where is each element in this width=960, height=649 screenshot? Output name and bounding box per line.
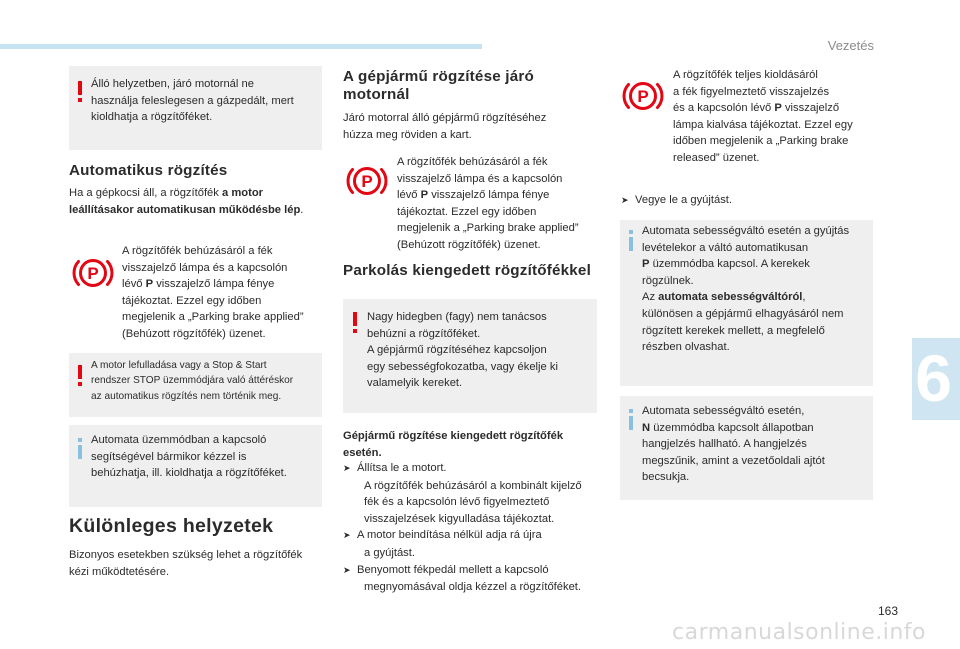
ignition-off-step [621, 192, 732, 210]
warning-text: A motor lefulladása vagy a Stop & Start rendszer STOP üzemmódjára való áttéréskor az automatikus rögzítés nem történik meg. [91, 360, 294, 402]
parking-applied-text: A rögzítőfék behúzásáról a fék visszajelző lámpa és a kapcsolón lévő P visszajelző lámpa fénye tájékoztat. Ezzel egy időben megjelenik a „Parking brake applied” (Behúzott rögzítőfék) üzenet. [122, 245, 304, 340]
parking-brake-icon [70, 250, 116, 296]
heading-running-engine: A gépjármű rögzítése járó motornál [343, 68, 534, 103]
warning-box-accelerator [69, 66, 322, 150]
parking-brake-icon [344, 158, 390, 204]
special-situations-text: Bizonyos esetekben szükség lehet a rögzítőfék kézi működtetésére. [69, 549, 303, 578]
arrow-bullet-icon: ➤ [343, 464, 351, 474]
info-text: Automata üzemmódban a kapcsoló segítségével bármikor kézzel is behúzhatja, ill. kioldhatja a rögzítőféket. [91, 434, 287, 480]
list-item: ➤ Benyomott fékpedál mellett a kapcsoló [343, 562, 582, 580]
arrow-bullet-icon: ➤ [343, 531, 351, 542]
running-engine-intro: Járó motorral álló gépjármű rögzítéséhez húzza meg röviden a kart. [343, 112, 547, 141]
arrow-bullet-icon: ➤ [343, 565, 351, 576]
parking-applied-text: A rögzítőfék behúzásáról a fék visszajelző lámpa és a kapcsolón lévő P visszajelző lámpa fénye tájékoztat. Ezzel egy időben megjelenik a „Parking brake applied” (Behúzott rögzítőfék) üzenet. [397, 156, 579, 251]
heading-special-situations: Különleges helyzetek [69, 515, 274, 537]
warning-box-stall [69, 353, 322, 417]
heading-parking-released: Parkolás kiengedett rögzítőfékkel [343, 262, 591, 279]
info-box-gearbox-p [620, 220, 873, 386]
automatic-intro: Ha a gépkocsi áll, a rögzítőfék a motor leállításakor automatikusan működésbe lép. [69, 187, 304, 216]
info-text: Automata sebességváltó esetén, N üzemmódba kapcsolt állapotban hangjelzés hallható. A hangjelzés megszűnik, amint a vezetőoldali ajtót becsukja. [642, 405, 825, 484]
warning-text: Nagy hidegben (fagy) nem tanácsos behúzni a rögzítőféket. A gépjármű rögzítéséhez kapcsoljon egy sebességfokozatba, vagy ékelje ki valamelyik kereket. [367, 311, 558, 390]
header-accent-bar [0, 44, 482, 49]
watermark: carmanualsonline.info [672, 620, 926, 645]
info-box-automatic-mode [69, 425, 322, 507]
heading-automatic-engagement: Automatikus rögzítés [69, 162, 228, 179]
warning-box-cold [343, 299, 597, 413]
info-text: Automata sebességváltó esetén a gyújtás levételekor a váltó automatikusan P üzemmódba kapcsol. A kerekek rögzülnek. Az automata sebességváltóról, különösen a gépjármű elhagyásáról nem rögzített kerekek mellett, a megfelelő részben olvashat. [642, 225, 850, 354]
list-item: ➤ Vegye le a gyújtást. [621, 192, 732, 210]
page-number: 163 [877, 604, 898, 618]
warning-text: Álló helyzetben, járó motornál ne használja feleslegesen a gázpedált, mert kioldhatja a rögzítőféket. [91, 78, 294, 124]
procedure-subheading: Gépjármű rögzítése kiengedett rögzítőfék esetén. [343, 430, 564, 459]
list-item: ➤ A motor beindítása nélkül adja rá újra [343, 527, 582, 545]
info-box-gearbox-n [620, 396, 873, 500]
list-item: ➤ Állítsa le a motort. [343, 460, 582, 478]
arrow-bullet-icon: ➤ [621, 196, 629, 206]
procedure-steps: ➤ Állítsa le a motort. A rögzítőfék behúzásáról a kombinált kijelző fék és a kapcsolón lévő figyelmeztető visszajelzések kigyulladása tájékoztat. ➤ A motor beindítása nélkül adja rá újra a gyújtást. ➤ Benyomott fékpedál mellett a kapcsoló megnyomásával oldja kézzel a rögzítőféket. [343, 462, 582, 594]
parking-released-text: A rögzítőfék teljes kioldásáról a fék figyelmeztető visszajelzés és a kapcsolón lévő P visszajelző lámpa kialvása tájékoztat. Ezzel egy időben megjelenik a „Parking brake released” üzenet. [673, 69, 853, 164]
parking-brake-icon [620, 73, 666, 119]
section-title: Vezetés [827, 38, 874, 53]
chapter-number: 6 [915, 341, 952, 415]
